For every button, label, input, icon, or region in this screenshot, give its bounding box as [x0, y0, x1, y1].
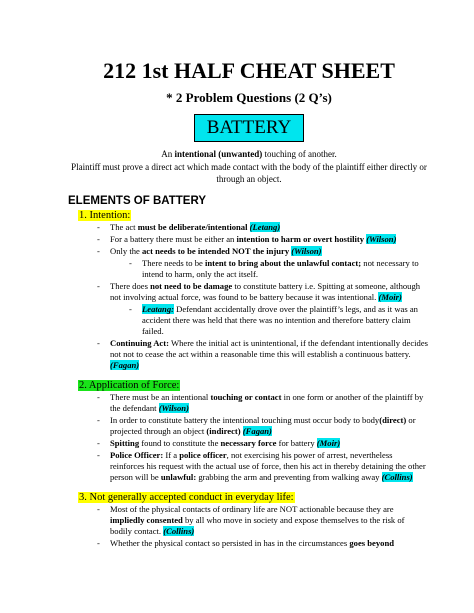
section-intention-heading: 1. Intention:	[79, 209, 131, 221]
force-list	[70, 392, 428, 483]
list-item: - For a battery there must be either an intention to harm or overt hostility (Wilson)	[70, 234, 428, 245]
section-force-heading: 2. Application of Force:	[79, 379, 180, 391]
list-item: - Whether the physical contact so persisted in has in the circumstances goes beyond	[70, 538, 428, 549]
list-item: - Only the act needs to be intended NOT the injury (Wilson)	[70, 246, 428, 257]
page-title: 212 1st HALF CHEAT SHEET	[103, 58, 395, 83]
list-item: - In order to constitute battery the intentional touching must occur body to body(direct) or projected through an object (indirect) (Fagan)	[70, 415, 428, 437]
elements-heading: ELEMENTS OF BATTERY	[68, 194, 206, 207]
list-item: - Leatang: Defendant accidentally drove over the plaintiff’s legs, and as it was an accident there was held that there was no intention and therefore battery claim failed.	[70, 304, 428, 337]
list-item: - Spitting found to constitute the necessary force for battery (Moir)	[70, 438, 428, 449]
conduct-list	[70, 504, 428, 549]
battery-heading: BATTERY	[194, 114, 304, 142]
list-item: - There does not need to be damage to constitute battery i.e. Spitting at someone, although not involving actual force, was found to be battery because it was intentional. (Moir)	[70, 281, 428, 303]
list-item: - There must be an intentional touching or contact in one form or another of the plaintiff by the defendant (Wilson)	[70, 392, 428, 414]
section-conduct-heading: 3. Not generally accepted conduct in everyday life:	[79, 491, 294, 503]
list-item: - Police Officer: If a police officer, not exercising his power of arrest, nevertheless reinforces his request with the actual use of force, then his act in thereby detaining the other person will be unlawful: grabbing the arm and preventing from walking away (Collins)	[70, 450, 428, 483]
list-item: - The act must be deliberate/intentional (Letang)	[70, 222, 428, 233]
list-item: - Continuing Act: Where the initial act is unintentional, if the defendant intentionally decides not not to cease the act within a reasonable time this will establish a continuous battery. (Fagan)	[70, 338, 428, 371]
battery-definition: An intentional (unwanted) touching of another. Plaintiff must prove a direct act which made contact with the body of the plaintiff either directly or through an object.	[71, 149, 427, 184]
intention-list	[70, 222, 428, 371]
page-subtitle: * 2 Problem Questions (2 Q’s)	[166, 90, 332, 105]
list-item: - There needs to be intent to bring about the unlawful contact; not necessary to intend to harm, only the act itself.	[70, 258, 428, 280]
list-item: - Most of the physical contacts of ordinary life are NOT actionable because they are impliedly consented by all who move in society and expose themselves to the risk of bodily contact. (Collins)	[70, 504, 428, 537]
